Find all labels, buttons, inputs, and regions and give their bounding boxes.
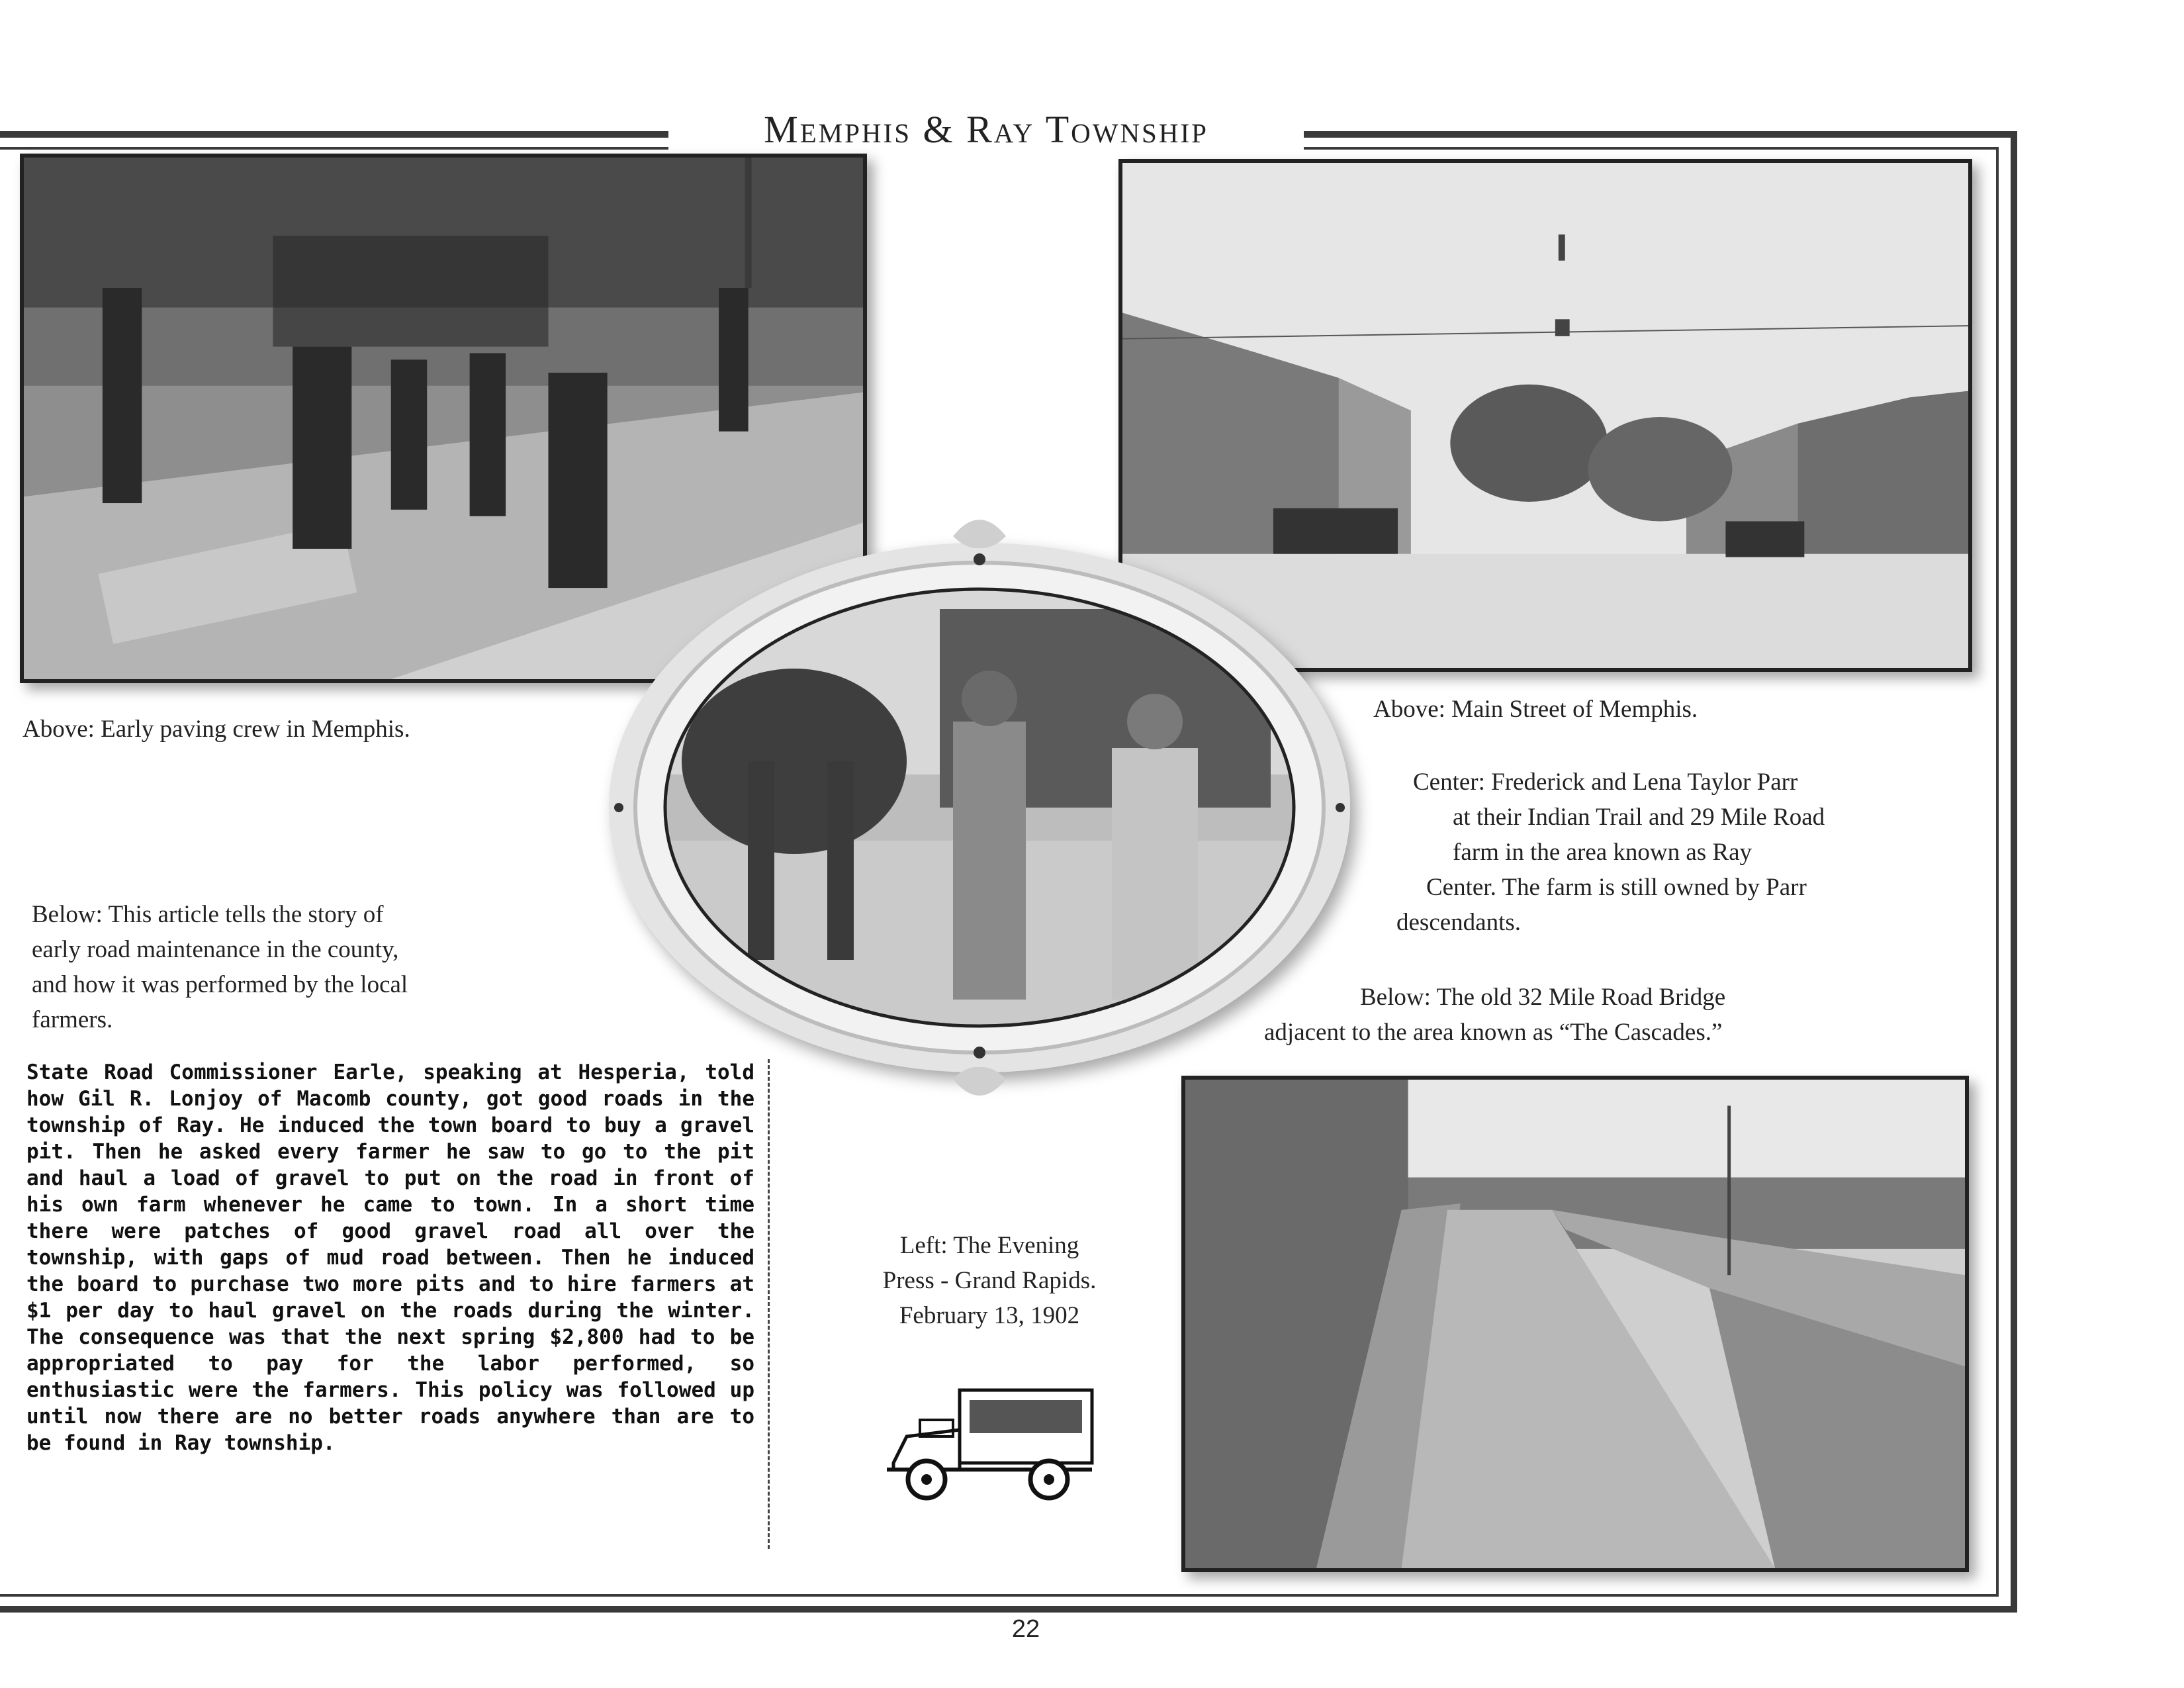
paving-crew-caption: Above: Early paving crew in Memphis. [23, 716, 410, 743]
parr-caption-line-2: at their Indian Trail and 29 Mile Road [1453, 804, 1825, 831]
source-note-line-1: Left: The Evening [899, 1232, 1079, 1259]
ornamental-frame [582, 510, 1377, 1105]
bridge-caption-line-2: adjacent to the area known as “The Cascades.” [1264, 1019, 1723, 1046]
truck-illustration [880, 1383, 1099, 1503]
source-note-line-2: Press - Grand Rapids. [882, 1267, 1097, 1294]
truck-icon [880, 1383, 1099, 1503]
parr-farm-caption [1396, 765, 1825, 940]
parr-caption-line-5: descendants. [1396, 909, 1522, 936]
source-note [831, 1228, 1148, 1333]
page-number: 22 [1011, 1615, 1040, 1643]
bridge-caption-line-1: Below: The old 32 Mile Road Bridge [1360, 984, 1726, 1011]
clipping-edge [768, 1059, 772, 1549]
article-intro-line-3: and how it was performed by the local [32, 971, 408, 998]
parr-caption-line-1: Center: Frederick and Lena Taylor Parr [1413, 769, 1798, 796]
parr-farm-oval [582, 510, 1377, 1105]
article-intro [32, 897, 408, 1037]
newspaper-clipping: State Road Commissioner Earle, speaking at Hesperia, told how Gil R. Lonjoy of Macomb county, got good roads in the township of Ray. He induced the town board to buy a gravel pit. Then he asked every farmer he saw to go to the pit and haul a load of gravel to put on the road in front of his own farm whenever he came to town. In a short time there were patches of good gravel road all over the township, with gaps of mud road between. Then he induced the board to purchase two more pits and to hire farmers at $1 per day to haul gravel on the roads during the winter. The consequence was that the next spring $2,800 had to be appropriated to pay for the labor performed, so enthusiastic were the farmers. This policy was followed up until now there are no better roads anywhere than are to be found in Ray township. [26, 1060, 754, 1455]
parr-caption-line-3: farm in the area known as Ray [1453, 839, 1752, 866]
article-intro-line-2: early road maintenance in the county, [32, 936, 399, 963]
source-note-line-3: February 13, 1902 [899, 1302, 1080, 1329]
article-intro-line-4: farmers. [32, 1006, 113, 1033]
parr-caption-line-4: Center. The farm is still owned by Parr [1426, 874, 1807, 901]
article-intro-line-1: Below: This article tells the story of [32, 901, 384, 928]
page-title: Memphis & Ray Township [764, 107, 1208, 151]
main-street-caption: Above: Main Street of Memphis. [1373, 696, 1698, 723]
bridge-photo [1181, 1076, 1969, 1572]
bridge-image [1185, 1080, 1965, 1568]
